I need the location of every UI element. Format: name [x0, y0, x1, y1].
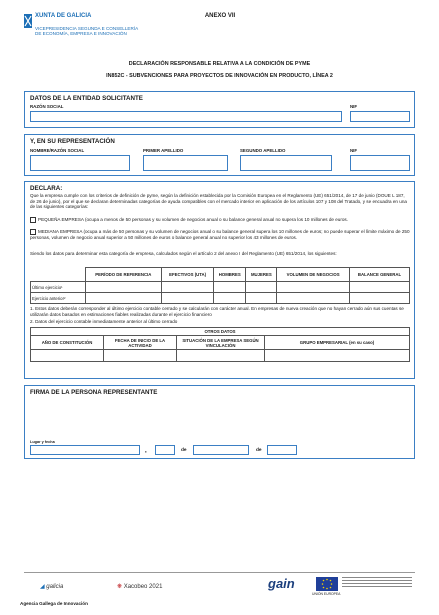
declara-intro: Que la empresa cumple con los criterios de definición de pyme, según la definición establecida por la Comisión Europea en el Reglamento (UE) 651/2014, de 17 de junio (DOUE L 187, de 26 de junio), por el que se declaran determinadas categorías de ayuda compatibles con el mercado interior en aplicación de los artículos 107 y 108 del Tratado, y se encuadra en una de las siguientes categorías:	[30, 193, 407, 210]
table-row	[31, 350, 410, 362]
xunta-logo-icon	[24, 14, 32, 28]
primer-apellido-label: PRIMER APELLIDO	[143, 148, 184, 153]
header-volumen: VOLUMEN DE NEGOCIOS	[277, 268, 350, 282]
header-grupo: GRUPO EMPRESARIAL (en su caso)	[265, 336, 410, 350]
segundo-apellido-label: SEGUNDO APELLIDO	[240, 148, 286, 153]
other-data-table	[30, 327, 410, 362]
razon-social-field[interactable]	[30, 111, 342, 122]
signature-title: FIRMA DE LA PERSONA REPRESENTANTE	[30, 389, 158, 396]
situacion-field[interactable]	[177, 350, 265, 362]
month-field[interactable]	[193, 445, 249, 455]
fecha-inicio-field[interactable]	[104, 350, 177, 362]
table-cell[interactable]	[162, 282, 214, 293]
header-anio: AÑO DE CONSTITUCIÓN	[31, 336, 104, 350]
rep-nif-field[interactable]	[350, 155, 410, 171]
header-periodo: PERÍODO DE REFERENCIA	[85, 268, 162, 282]
xacobeo-logo: ❋ Xacobeo 2021	[117, 584, 163, 590]
entity-nif-field[interactable]	[350, 111, 410, 122]
row-anterior-label: Ejercicio anterior²	[31, 293, 86, 304]
company-data-table	[30, 267, 410, 304]
table-cell[interactable]	[162, 293, 214, 304]
header-efectivos: EFECTIVOS (UTA)	[162, 268, 214, 282]
gain-logo: gain	[268, 576, 295, 591]
nombre-field[interactable]	[30, 155, 130, 171]
day-field[interactable]	[155, 445, 175, 455]
nombre-label: NOMBRE/RAZÓN SOCIAL	[30, 148, 85, 153]
xacobeo-icon: ❋	[117, 584, 123, 590]
de-sep-2: de	[256, 448, 262, 453]
table-cell[interactable]	[246, 282, 277, 293]
anio-field[interactable]	[31, 350, 104, 362]
table-cell[interactable]	[349, 282, 409, 293]
table-cell[interactable]	[85, 282, 162, 293]
org-subtitle: VICEPRESIDENCIA SEGUNDA E CONSELLERÍA DE ECONOMÍA, EMPRESA E INNOVACIÓN	[35, 26, 138, 37]
galicia-icon: ◢	[40, 584, 45, 590]
representative-section-title: Y, EN SU REPRESENTACIÓN	[30, 138, 115, 145]
datos-intro: Siendo los datos para determinar esta categoría de empresa, calculados según el artículo 2 del anexo I del Reglamento (UE) 651/2014, los siguientes:	[30, 251, 337, 256]
segundo-apellido-field[interactable]	[240, 155, 332, 171]
table-cell[interactable]	[277, 293, 350, 304]
eu-flag-icon	[316, 577, 338, 591]
entity-nif-label: NIF	[350, 104, 358, 109]
document-title: DECLARACIÓN RESPONSABLE RELATIVA A LA CONDICIÓN DE PYME	[128, 61, 311, 67]
pequena-checkbox[interactable]	[30, 217, 36, 223]
annex-label: ANEXO VII	[204, 13, 236, 19]
eu-label: UNIÓN EUROPEA	[312, 592, 341, 596]
year-field[interactable]	[267, 445, 297, 455]
pequena-label: PEQUEÑA EMPRESA (ocupa a menos de 50 personas y su volumen de negocios anual o su balance general anual no supera los 10 millones de euros.	[38, 217, 349, 223]
lugar-field[interactable]	[30, 445, 140, 455]
header-situacion: SITUACIÓN DE LA EMPRESA SEGÚN VINCULACIÓN	[177, 336, 265, 350]
note-2: 2. Datos del ejercicio contable inmediatamente anterior al último cerrado	[30, 319, 178, 324]
agency-name: Agencia Gallega de Innovación	[20, 601, 88, 606]
table-row	[31, 282, 410, 293]
header-hombres: HOMBRES	[214, 268, 246, 282]
row-ultimo-label: Último ejercicio¹	[31, 282, 86, 293]
entity-section-title: DATOS DE LA ENTIDAD SOLICITANTE	[30, 95, 143, 102]
table-cell[interactable]	[277, 282, 350, 293]
primer-apellido-field[interactable]	[143, 155, 228, 171]
org-name: XUNTA DE GALICIA	[35, 13, 92, 19]
table-cell[interactable]	[214, 293, 246, 304]
option-mediana	[30, 229, 410, 241]
table-row	[31, 293, 410, 304]
entity-section	[24, 91, 415, 128]
rep-nif-label: NIF	[350, 148, 358, 153]
note-1: 1. Estos datos deberán corresponder al último ejercicio contable cerrado y se calcularán con carácter anual. En empresas de nueva creación que no hayan cerrado aún sus cuentas se utilizarán datos basados en estimaciones fiables realizadas durante el ejercicio financiero	[30, 306, 404, 317]
grupo-field[interactable]	[265, 350, 410, 362]
header-mujeres: MUJERES	[246, 268, 277, 282]
de-sep-1: de	[181, 448, 187, 453]
razon-social-label: RAZÓN SOCIAL	[30, 104, 64, 109]
option-pequena	[30, 217, 410, 223]
header-balance: BALANCE GENERAL	[349, 268, 409, 282]
document-subtitle: IN852C - SUBVENCIONES PARA PROYECTOS DE INNOVACIÓN EN PRODUCTO, LÍNEA 2	[106, 73, 333, 79]
representative-section	[24, 134, 415, 176]
table-cell[interactable]	[214, 282, 246, 293]
table-cell[interactable]	[349, 293, 409, 304]
declara-section	[24, 181, 415, 379]
footer-divider	[24, 572, 415, 573]
declara-title: DECLARA:	[30, 185, 63, 192]
table-cell[interactable]	[85, 293, 162, 304]
table-cell[interactable]	[246, 293, 277, 304]
signature-section	[24, 385, 415, 459]
mediana-label: MEDIANA EMPRESA (ocupa a más de 50 personas y su volumen de negocios anual o su balance general supera los 10 millones de euros; no puede superar el límite máximo de 250 personas, volumen de negocio anual superior a 50 millones de euros o balance general anual no superior los 43 millones de euros.	[30, 229, 410, 240]
header-fecha-inicio: FECHA DE INICIO DE LA ACTIVIDAD	[104, 336, 177, 350]
galicia-logo: ◢ galicia	[40, 584, 64, 590]
lugar-fecha-label: Lugar y fecha	[30, 440, 55, 444]
otros-datos-title: OTROS DATOS	[31, 328, 410, 336]
comma-sep: ,	[145, 448, 147, 454]
eu-funding-text	[342, 577, 412, 587]
